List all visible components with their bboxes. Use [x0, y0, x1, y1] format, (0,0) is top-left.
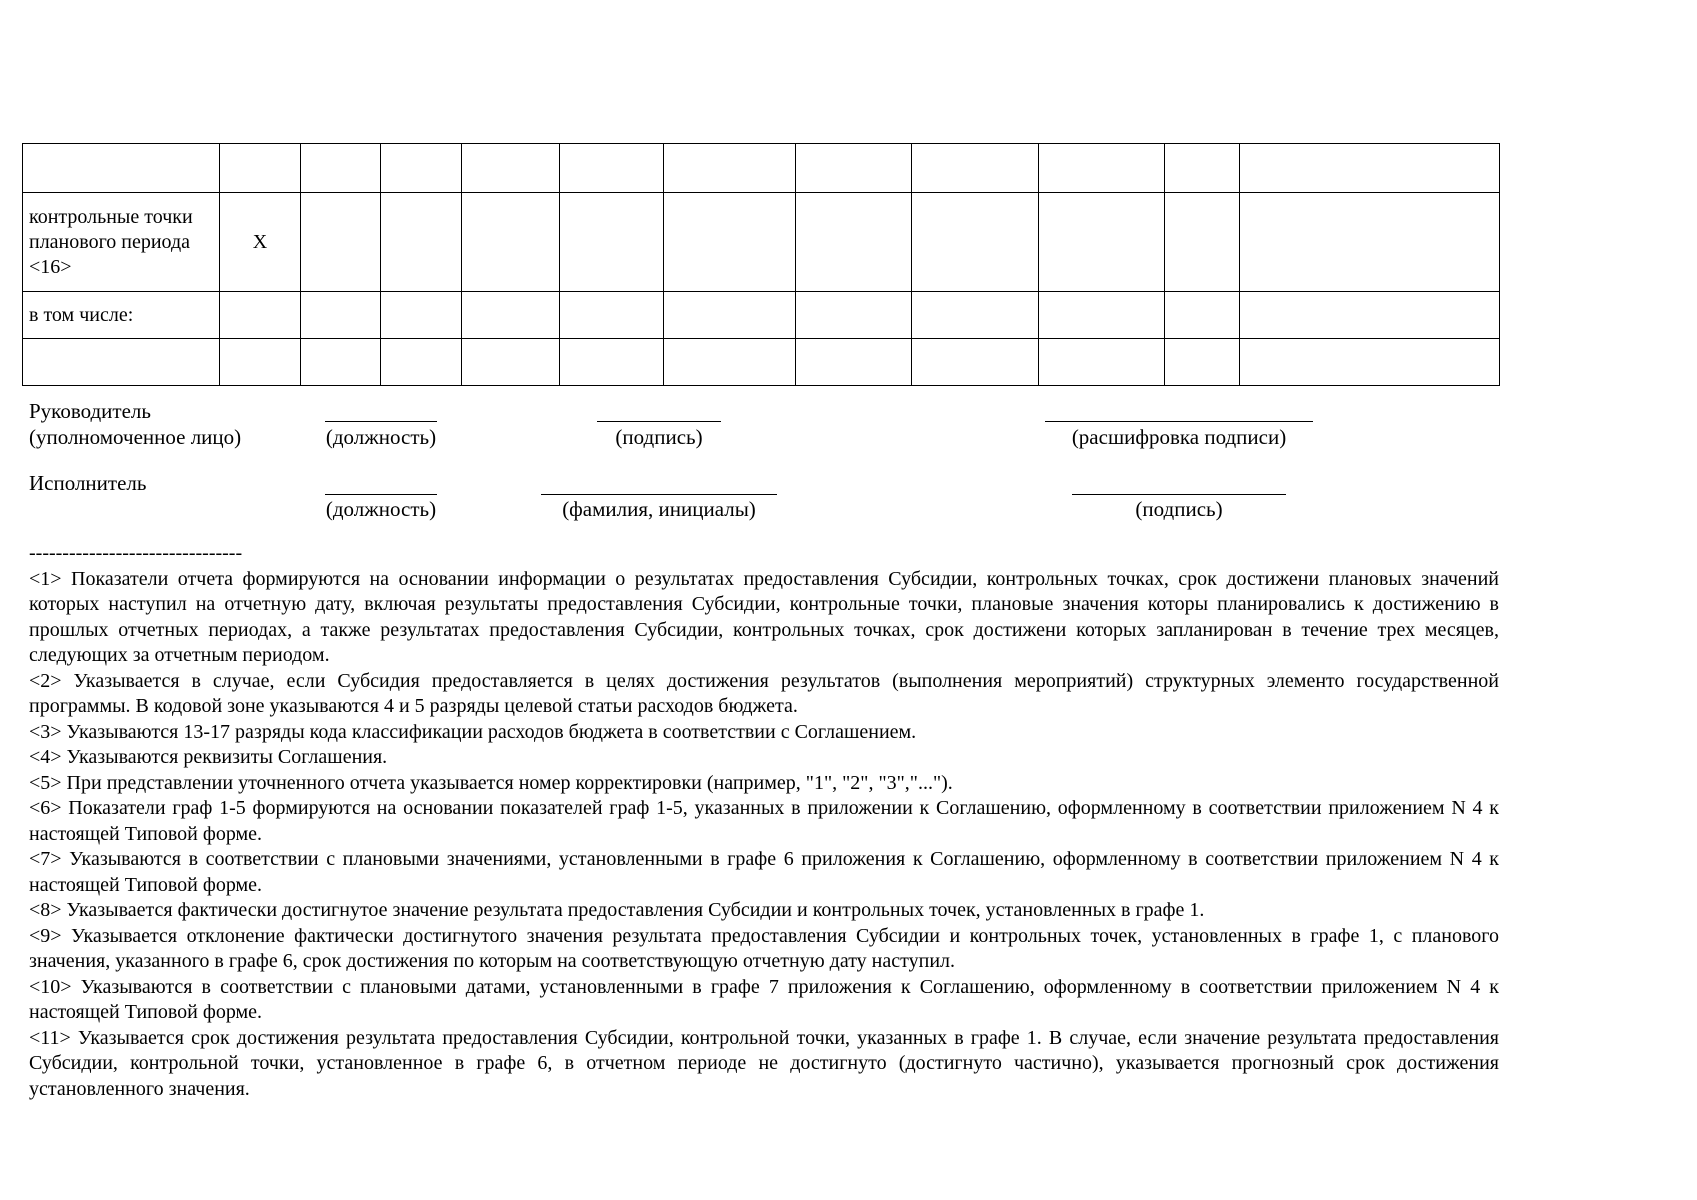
table-cell [1165, 292, 1240, 339]
table-cell [381, 339, 462, 386]
table-cell [1039, 144, 1165, 193]
table-cell [664, 292, 796, 339]
table-cell [462, 193, 560, 292]
footnote-item: <8> Указывается фактически достигнутое значение результата предоставления Субсидии и контрольных точек, установленных в графе 1. [29, 899, 1205, 921]
table-cell [301, 193, 381, 292]
table-cell [381, 292, 462, 339]
table-cell [560, 193, 664, 292]
table-cell [912, 339, 1039, 386]
table-cell [1165, 144, 1240, 193]
table-cell [560, 339, 664, 386]
table-cell [1039, 292, 1165, 339]
table-cell [220, 292, 301, 339]
footnote-item: <4> Указываются реквизиты Соглашения. [29, 746, 388, 768]
table-cell [462, 292, 560, 339]
footnote-item: <1> Показатели отчета формируются на основании информации о результатах предоставления Субсидии, контрольных точках, срок достижени плановых значений которых наступил на отчетную дату, включая результаты предоставления Субсидии, контрольные точки, плановые значения которы планировались к достижению в прошлых отчетных периодах, а также результатах предоставления Субсидии, контрольных точках, срок достижени которых запланирован в течение трех месяцев, следующих за отчетным периодом. [29, 567, 1499, 666]
head-position-line [325, 421, 437, 422]
table-cell [796, 339, 912, 386]
head-decoding-line [1045, 421, 1313, 422]
table-cell [1240, 339, 1500, 386]
table-cell [462, 339, 560, 386]
table-cell [1240, 193, 1500, 292]
table-cell [462, 144, 560, 193]
table-cell [912, 144, 1039, 193]
table-cell [796, 144, 912, 193]
table-cell: контрольные точки планового периода <16> [23, 193, 220, 292]
table-cell [301, 292, 381, 339]
head-position-caption: (должность) [325, 425, 437, 449]
table-cell [560, 292, 664, 339]
table-cell [796, 292, 912, 339]
table-cell [1240, 144, 1500, 193]
head-label-line1: Руководитель [29, 399, 151, 423]
table-cell [796, 193, 912, 292]
table-cell [381, 144, 462, 193]
table-cell [23, 144, 220, 193]
head-decoding-caption: (расшифровка подписи) [1071, 425, 1287, 449]
table-row [23, 193, 1500, 292]
executor-signature-line [1072, 494, 1286, 495]
table-cell [1165, 339, 1240, 386]
footnote-item: <7> Указываются в соответствии с плановыми значениями, установленными в графе 6 приложения к Соглашению, оформленному в соответствии приложением N 4 к настоящей Типовой форме. [29, 848, 1499, 896]
table-cell [664, 339, 796, 386]
footnote-item: <3> Указываются 13-17 разряды кода классификации расходов бюджета в соответствии с Соглашением. [29, 720, 917, 743]
footnote-item: <10> Указываются в соответствии с плановыми датами, установленными в графе 7 приложения к Соглашению, оформленному в соответствии приложением N 4 к настоящей Типовой форме. [29, 975, 1499, 1023]
table-row [23, 292, 1500, 339]
table-cell: X [220, 193, 301, 292]
table-row [23, 339, 1500, 386]
table-cell [1039, 339, 1165, 386]
table-cell [220, 339, 301, 386]
footnote-item: <5> При представлении уточненного отчета указывается номер корректировки (например, "1", "2", "3","..."). [29, 771, 953, 794]
table-cell [1039, 193, 1165, 292]
table-cell [664, 193, 796, 292]
table-cell [220, 144, 301, 193]
head-signature-line [597, 421, 721, 422]
executor-label: Исполнитель [29, 471, 147, 495]
table-cell [1240, 292, 1500, 339]
footnote-separator: -------------------------------- [29, 542, 243, 564]
table-cell [912, 292, 1039, 339]
footnotes [29, 541, 1499, 1102]
footnote-item: <9> Указывается отклонение фактически достигнутого значения результата предоставления Субсидии и контрольных точек, установленных в графе 1, с планового значения, указанного в графе 6, срок достижения по которым на соответствующую отчетную дату наступил. [29, 924, 1499, 972]
table-cell: в том числе: [23, 292, 220, 339]
table-cell [381, 193, 462, 292]
executor-name-caption: (фамилия, инициалы) [562, 497, 756, 521]
footnote-item: <2> Указывается в случае, если Субсидия предоставляется в целях достижения результатов (выполнения мероприятий) структурных элементо государственной программы. В кодовой зоне указываются 4 и 5 разряды целевой статьи расходов бюджета. [29, 669, 1499, 717]
footnote-list [29, 567, 1499, 1103]
executor-signature-caption: (подпись) [1135, 497, 1223, 521]
table-cell [560, 144, 664, 193]
table-cell [301, 339, 381, 386]
footnote-item: <6> Показатели граф 1-5 формируются на основании показателей граф 1-5, указанных в приложении к Соглашению, оформленному в соответствии приложением N 4 к настоящей Типовой форме. [29, 797, 1499, 845]
head-signature-caption: (подпись) [615, 425, 703, 449]
executor-position-line [325, 494, 437, 495]
footnote-item: <11> Указывается срок достижения результата предоставления Субсидии, контрольной точки, указанных в графе 1. В случае, если значение результата предоставления Субсидии, контрольной точки, установленное в графе 6, в отчетном периоде не достигнуто (достигнуто частично), указывается прогнозный срок достижения установленного значения. [29, 1026, 1499, 1100]
table-cell [301, 144, 381, 193]
executor-position-caption: (должность) [325, 497, 437, 521]
table-cell [664, 144, 796, 193]
report-table [22, 143, 1500, 386]
head-label-line2: (уполномоченное лицо) [29, 425, 242, 449]
table-cell [23, 339, 220, 386]
table-cell [1165, 193, 1240, 292]
table-row [23, 144, 1500, 193]
executor-name-line [541, 494, 777, 495]
table-cell [912, 193, 1039, 292]
